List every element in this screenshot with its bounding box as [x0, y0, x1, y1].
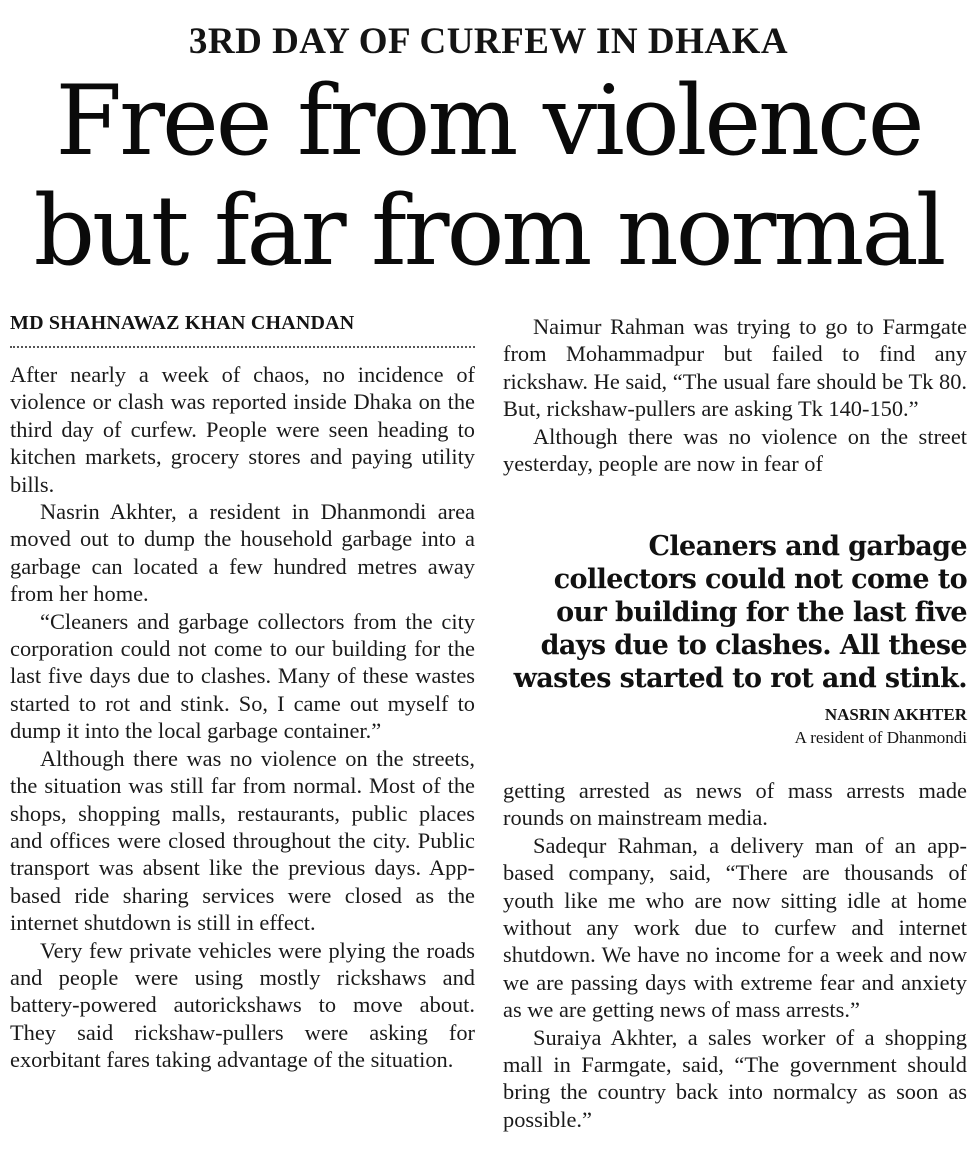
byline: MD SHAHNAWAZ KHAN CHANDAN [10, 312, 355, 334]
pull-quote-attribution-role: A resident of Dhanmondi [794, 728, 967, 747]
paragraph: “Cleaners and garbage collectors from the city corporation could not come to our building for the last five days due to clashes. Many of these wastes started to rot and stink. So, I came out myself to dump it into the local garbage container.” [10, 608, 475, 744]
column-2-bottom [503, 777, 967, 1133]
paragraph: getting arrested as news of mass arrests made rounds on mainstream media. [503, 778, 967, 831]
pull-quote: Cleaners and garbage collectors could not come to our building for the last five days due to clashes. All these wastes started to rot and stink. [513, 531, 967, 694]
paragraph: After nearly a week of chaos, no incidence of violence or clash was reported inside Dhaka on the third day of curfew. People were seen heading to kitchen markets, grocery stores and paying utility bills. [10, 362, 475, 497]
paragraph: Naimur Rahman was trying to go to Farmgate from Mohammadpur but failed to find any rickshaw. He said, “The usual fare should be Tk 80. But, rickshaw-pullers are asking Tk 140-150.” [503, 314, 967, 422]
paragraph: Suraiya Akhter, a sales worker of a shopping mall in Farmgate, said, “The government should bring the country back into normalcy as soon as possible.” [503, 1024, 967, 1132]
headline-line-2: but far from normal [33, 175, 944, 287]
column-1 [10, 361, 475, 1074]
paragraph: Sadequr Rahman, a delivery man of an app-based company, said, “There are thousands of youth like me who are now sitting idle at home without any work due to curfew and internet shutdown. We have no income for a week and now we are passing days with extreme fear and anxiety as we are getting news of mass arrests.” [503, 832, 967, 1023]
byline-dotted-rule [10, 346, 475, 348]
paragraph: Very few private vehicles were plying the roads and people were using mostly rickshaws and battery-powered autorickshaws to move about. They said rickshaw-pullers were asking for exorbitant fares taking advantage of the situation. [10, 937, 475, 1073]
headline-line-1: Free from violence [55, 65, 922, 177]
paragraph: Nasrin Akhter, a resident in Dhanmondi area moved out to dump the household garbage into a garbage can located a few hundred metres away from her home. [10, 499, 475, 607]
pull-quote-attribution-name: NASRIN AKHTER [824, 705, 967, 724]
paragraph: Although there was no violence on the street yesterday, people are now in fear of [503, 423, 967, 477]
headline [0, 66, 977, 286]
column-2-top [503, 313, 967, 477]
paragraph: Although there was no violence on the streets, the situation was still far from normal. Most of the shops, shopping malls, restaurants, public places and offices were closed throughout the city. Public transport was absent like the previous days. App-based ride sharing services were closed as the internet shutdown is still in effect. [10, 745, 475, 936]
kicker: 3RD DAY OF CURFEW IN DHAKA [188, 21, 789, 62]
